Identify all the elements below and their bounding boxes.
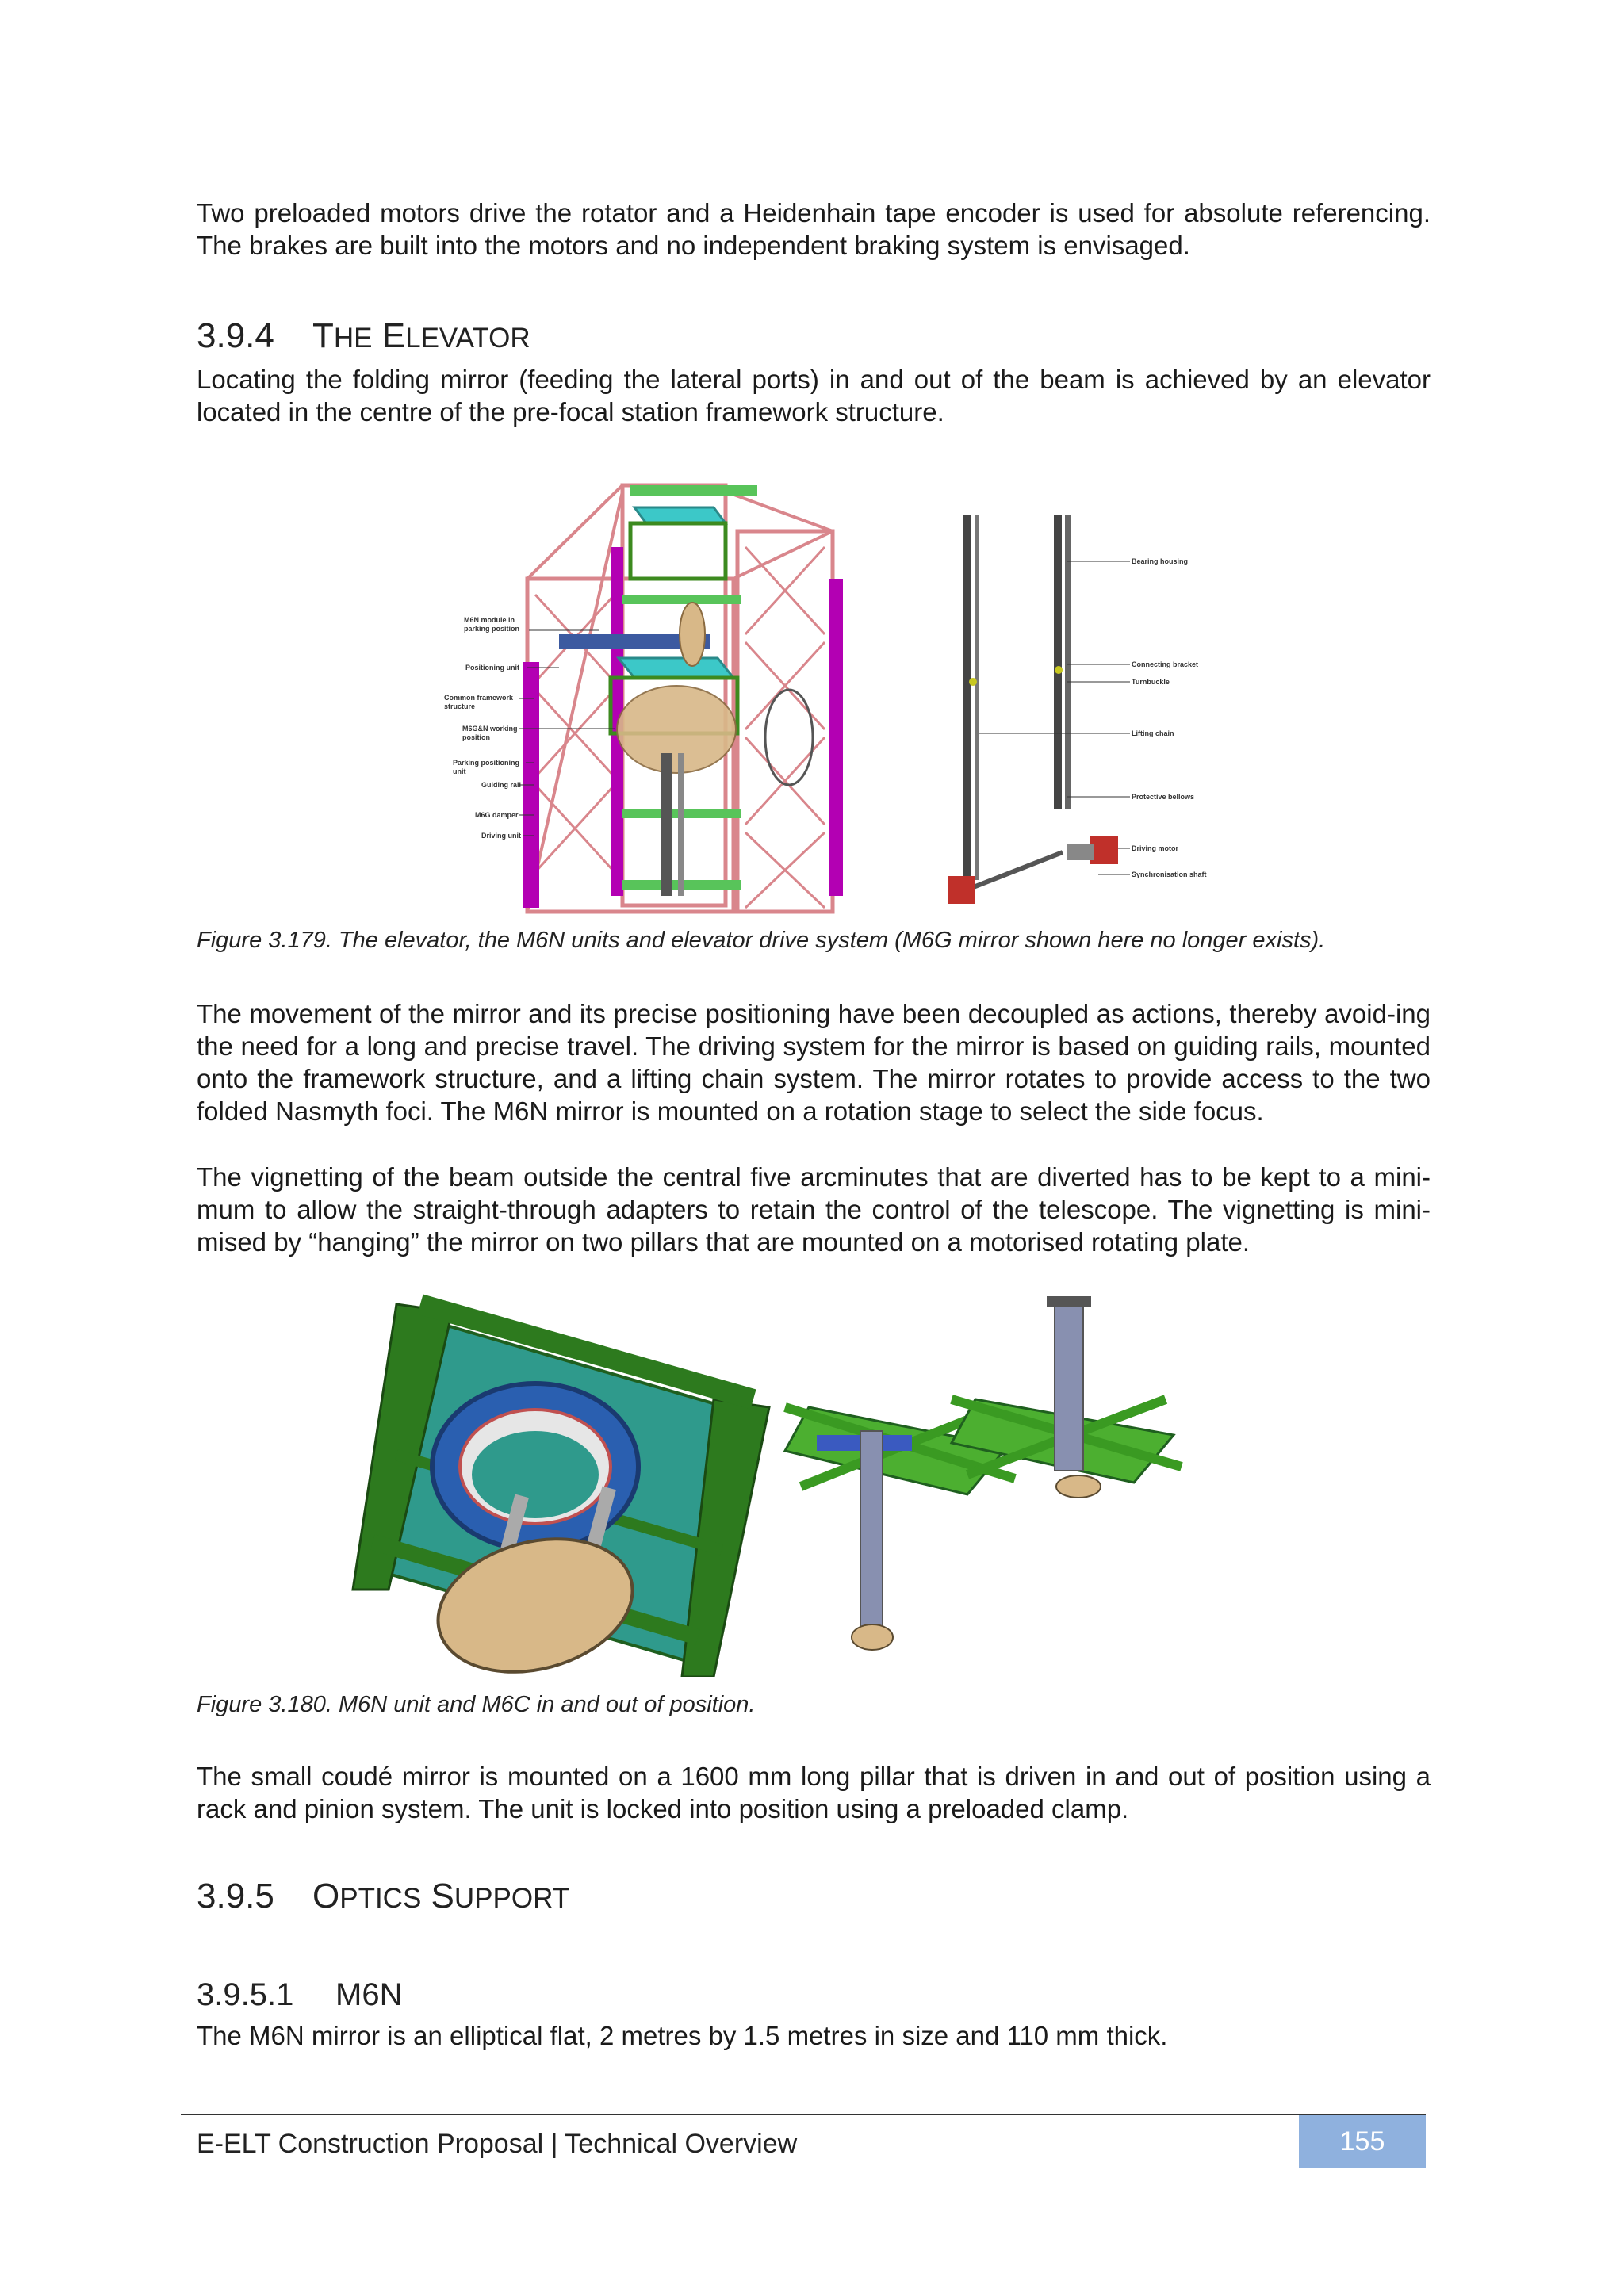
heading-3-9-5-1 [197,1976,402,2014]
paragraph-elevator-intro: Locating the folding mirror (feeding the lateral ports) in and out of the beam is achieved by an elevator located in the centre of the pre-focal station framework structure. [197,365,1431,427]
svg-text:parking position: parking position [464,625,520,633]
heading-number: 3.9.4 [197,316,274,355]
elevator-illustration [440,476,1233,920]
page-number-badge: 155 [1299,2115,1426,2168]
paragraph-vignetting: The vignetting of the beam outside the central five arcminutes that are diverted has to be kept to a mini-mum to allow the straight-through adapters to retain the control of the telescope. The vignetting is mini-mised by “hanging” the mirror on two pillars that are mounted on a motorised rotating plate. [197,1162,1431,1257]
svg-text:Driving unit: Driving unit [481,832,521,840]
elevator-frame [523,485,843,912]
m6n-unit [353,1304,769,1677]
svg-text:Positioning unit: Positioning unit [465,664,519,672]
svg-text:Turnbuckle: Turnbuckle [1132,678,1170,686]
footer-divider [181,2114,1426,2115]
heading-number: 3.9.5 [197,1877,274,1915]
svg-text:M6G damper: M6G damper [475,811,519,819]
paragraph-intro: Two preloaded motors drive the rotator and a Heidenhain tape encoder is used for absolute referencing. The brakes are built into the motors and no independent braking system is envisaged. [197,198,1431,260]
drive-system [948,515,1118,904]
paragraph-m6n: The M6N mirror is an elliptical flat, 2 metres by 1.5 metres in size and 110 mm thick. [197,2021,1168,2050]
figure-3-179 [440,476,1233,920]
m6n-unit-illustration [341,1288,1316,1677]
figure-caption-3-180: Figure 3.180. M6N unit and M6C in and out of position. [197,1692,756,1717]
svg-text:Lifting chain: Lifting chain [1132,729,1174,737]
figure-caption-3-179: Figure 3.179. The elevator, the M6N units and elevator drive system (M6G mirror shown here no longer exists). [197,928,1326,953]
figure-3-180 [341,1288,1316,1677]
svg-text:Connecting bracket: Connecting bracket [1132,660,1199,668]
footer-title: E-ELT Construction Proposal | Technical Overview [197,2129,798,2159]
svg-text:position: position [462,733,490,741]
svg-text:structure: structure [444,702,476,710]
svg-text:M6G&N working: M6G&N working [462,725,518,733]
svg-text:Parking positioning: Parking positioning [453,759,520,767]
heading-3-9-5: 3.9.5 OPTICS SUPPORT [197,1877,570,1915]
paragraph-coude: The small coudé mirror is mounted on a 1600 mm long pillar that is driven in and out of position using a rack and pinion system. The unit is locked into position using a preloaded clamp. [197,1762,1431,1823]
m6c-unit-out-of-position [952,1296,1182,1498]
svg-text:Bearing housing: Bearing housing [1132,557,1189,565]
drive-labels [979,557,1207,878]
heading-title: M6N [335,1977,403,2012]
svg-text:unit: unit [453,767,466,775]
paragraph-movement: The movement of the mirror and its precise positioning have been decoupled as actions, thereby avoid-ing the need for a long and precise travel. The driving system for the mirror is based on guiding rails, mounted onto the framework structure, and a lifting chain system. The mirror rotates to provide access to the two folded Nasmyth foci. The M6N mirror is mounted on a rotation stage to select the side focus. [197,999,1431,1126]
heading-3-9-4: 3.9.4 THE ELEVATOR [197,316,530,355]
svg-text:M6N module in: M6N module in [464,616,515,624]
heading-number: 3.9.5.1 [197,1977,294,2012]
svg-text:Guiding rail: Guiding rail [481,781,522,789]
svg-text:Driving motor: Driving motor [1132,844,1179,852]
svg-text:Synchronisation shaft: Synchronisation shaft [1132,871,1207,878]
svg-text:Protective bellows: Protective bellows [1132,793,1195,801]
svg-text:Common framework: Common framework [444,694,514,702]
